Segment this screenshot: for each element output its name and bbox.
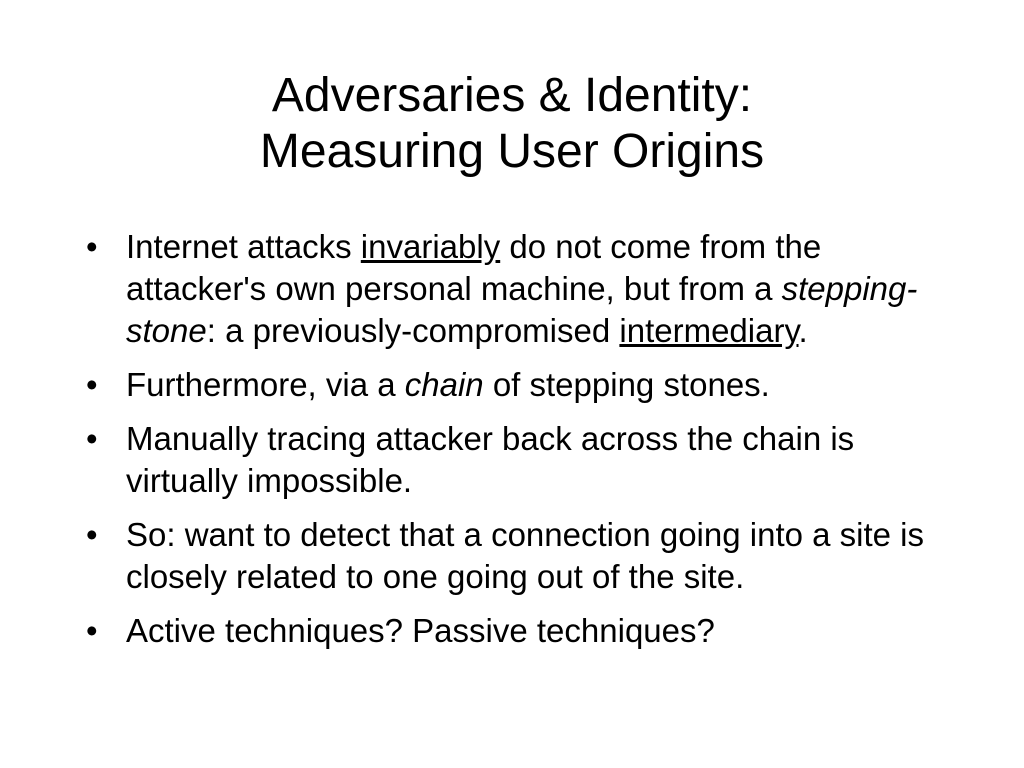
bullet-icon: • — [86, 228, 98, 265]
underlined-text: intermediary — [619, 312, 799, 349]
bullet-text: : a previously-compromised — [206, 312, 620, 349]
bullet-icon: • — [86, 516, 98, 553]
slide-title — [0, 68, 1024, 180]
bullet-text: Active techniques? Passive techniques? — [126, 612, 715, 649]
bullet-text: Manually tracing attacker back across the chain is virtually impossible. — [126, 420, 855, 499]
bullet-item — [86, 610, 926, 652]
bullet-text: Internet attacks — [126, 228, 361, 265]
bullet-text: So: want to detect that a connection going into a site is closely related to one going out of the site. — [126, 516, 925, 595]
italic-text: stepping-stone — [126, 270, 918, 349]
slide-title-line-1: Adversaries & Identity: — [271, 69, 753, 123]
bullet-item — [86, 364, 926, 406]
bullet-icon: • — [86, 612, 98, 649]
bullet-list — [86, 226, 926, 664]
bullet-icon: • — [86, 420, 98, 457]
italic-text: chain — [404, 366, 484, 403]
bullet-text: Furthermore, via a — [126, 366, 405, 403]
bullet-item — [86, 514, 926, 598]
bullet-text: of stepping stones. — [483, 366, 770, 403]
bullet-text: do not come from the attacker's own personal machine, but from a — [126, 228, 822, 307]
bullet-text: . — [798, 312, 808, 349]
underlined-text: invariably — [360, 228, 501, 265]
slide-title-line-2: Measuring User Origins — [259, 125, 765, 179]
bullet-item — [86, 418, 926, 502]
bullet-item — [86, 226, 926, 352]
bullet-icon: • — [86, 366, 98, 403]
